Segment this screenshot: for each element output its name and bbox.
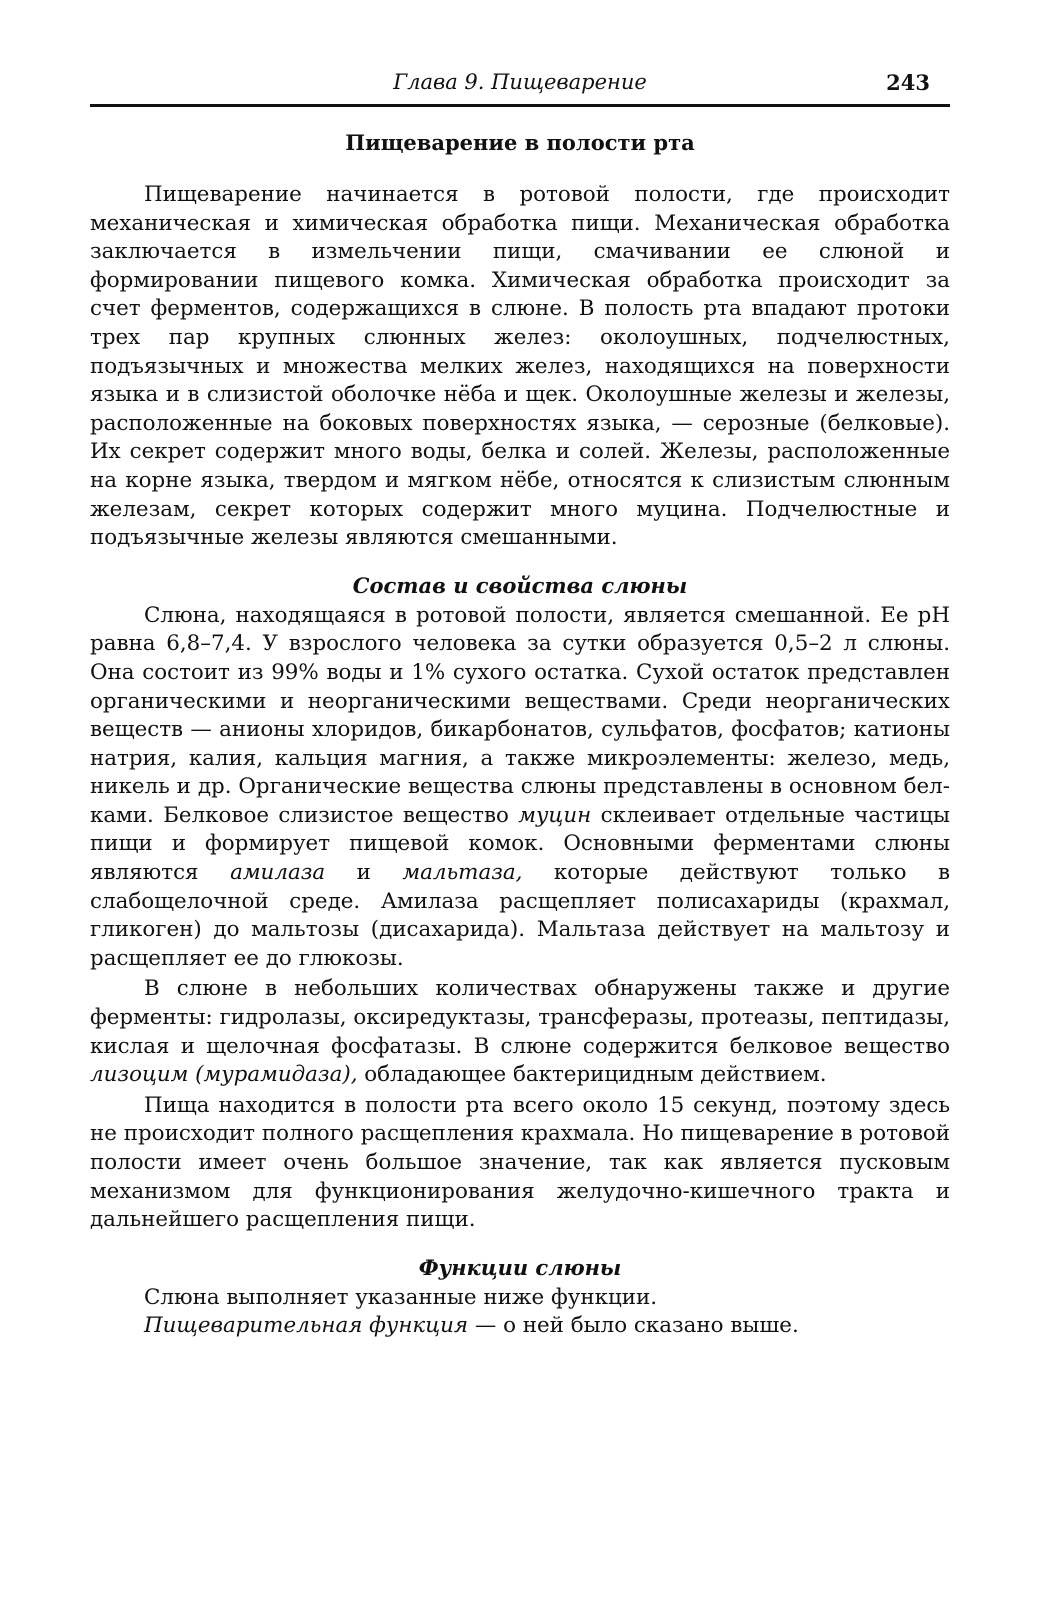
- text-run: В слюне в небольших количествах обнаружены также и другие ферменты: гидролазы, оксиредуктазы, трансферазы, протеазы, пептидазы, кислая и щелочная фосфатазы. В слюне содержится белковое вещество: [90, 976, 950, 1059]
- text-run: которые действуют только в слабощелочной среде. Амилаза расщепляет полисахариды (крахмал, гликоген) до мальтозы (дисахарида). Мальтаза действует на мальтозу и расщепляет ее до глюкозы.: [90, 860, 950, 971]
- page-number: 243: [886, 70, 930, 95]
- term-digestive-function: Пищеварительная функция: [144, 1313, 469, 1339]
- term-mucin: муцин: [518, 802, 592, 828]
- saliva-functions-heading: Функции слюны: [418, 1254, 622, 1280]
- text-run: Слюна, находящаяся в ротовой полости, является смешанной. Ее pH равна 6,8–7,4. У взрослого человека за сутки образуется 0,5–2 л слюны. Она состоит из 99% воды и 1% сухого остатка. Сухой остаток представлен органическими и неорганическими веществами. Среди неорганических веществ — анионы хлоридов, бикарбонатов, сульфатов, фосфатов; катионы натрия, калия, кальция магния, а также микроэлементы: железо, медь, никель и др. Органические вещества слюны представлены в основном белками. Белковое слизистое вещество: [90, 602, 950, 828]
- term-lysozyme: лизоцим (мурамидаза),: [90, 1062, 358, 1088]
- saliva-paragraph-3: Пища находится в полости рта всего около 15 секунд, поэтому здесь не происходит полного расщепления крахмала. Но пищеварение в ротовой полости имеет очень большое значение, так как является пусковым механизмом для функционирования желудочно-кишечного тракта и дальнейшего расщепления пищи.: [90, 1092, 950, 1233]
- term-amylase: амилаза: [230, 860, 326, 886]
- intro-paragraph: Пищеварение начинается в ротовой полости, где происходит механическая и химическая обработка пищи. Механическая обработка заключается в измельчении пищи, смачивании ее слюной и формировании пищевого комка. Химическая обработка происходит за счет ферментов, содержащихся в слюне. В полость рта впадают протоки трех пар крупных слюнных желез: околоушных, подчелюстных, подъязычных и множества мелких желез, находящихся на поверхности языка и в слизистой оболочке нёба и щек. Околоушные железы и железы, расположенные на боковых поверхностях языка, — серозные (белковые). Их секрет содержит много воды, белка и солей. Железы, расположенные на корне языка, твердом и мягком нёбе, относятся к слизистым слюнным железам, секрет которых содержит много муцина. Подчелюстные и подъязычные железы являются смешанными.: [90, 182, 950, 551]
- chapter-title: Глава 9. Пищеварение: [393, 70, 647, 94]
- term-maltase: мальтаза,: [402, 860, 523, 886]
- running-header: [90, 68, 950, 107]
- text-run: склеивает отдельные частицы пищи и формирует пищевой комок. Основными ферментами слюны являются: [90, 802, 950, 886]
- text-run: и: [325, 860, 403, 886]
- saliva-paragraph-2: [90, 975, 950, 1089]
- functions-paragraph-1: Слюна выполняет указанные ниже функции.: [144, 1284, 658, 1310]
- section-title: Пищеварение в полости рта: [345, 130, 695, 155]
- text-run: — о ней было сказано выше.: [468, 1313, 799, 1339]
- functions-paragraph-2: [90, 1312, 950, 1341]
- page-body: [90, 130, 950, 1341]
- saliva-paragraph-1: [90, 602, 950, 974]
- text-run: обладающее бактерицидным действием.: [357, 1062, 827, 1088]
- saliva-composition-heading: Состав и свойства слюны: [352, 572, 688, 598]
